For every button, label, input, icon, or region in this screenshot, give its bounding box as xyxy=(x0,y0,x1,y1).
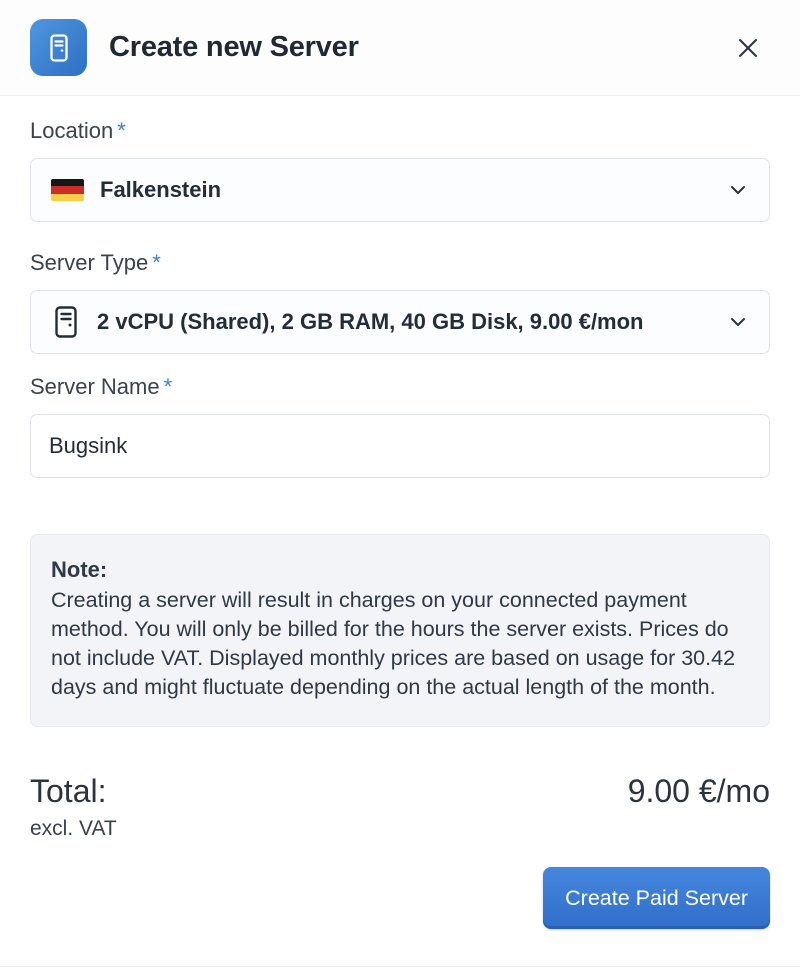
server-outline-icon xyxy=(51,303,81,341)
note-heading: Note: xyxy=(51,557,108,582)
location-select[interactable] xyxy=(30,158,770,222)
server-name-label: Server Name * xyxy=(30,374,173,399)
server-name-input[interactable] xyxy=(30,414,770,478)
modal-header xyxy=(0,0,800,96)
chevron-down-icon xyxy=(727,311,749,333)
location-value: Falkenstein xyxy=(100,177,222,202)
actions-row xyxy=(30,867,770,929)
flag-stripe-gold xyxy=(51,194,84,201)
total-block xyxy=(30,773,117,841)
modal-title: Create new Server xyxy=(109,31,359,63)
server-type-label: Server Type * xyxy=(30,250,161,275)
flag-stripe-black xyxy=(51,179,84,186)
modal-body xyxy=(0,96,800,968)
server-icon xyxy=(30,19,87,76)
location-label: Location * xyxy=(30,118,126,143)
germany-flag-icon xyxy=(51,179,84,201)
total-value: 9.00 €/mo xyxy=(627,773,770,809)
required-marker: * xyxy=(163,374,173,399)
summary-row xyxy=(30,773,770,841)
note-box xyxy=(30,534,770,727)
required-marker: * xyxy=(117,118,126,143)
chevron-down-icon xyxy=(727,179,749,201)
create-paid-server-button[interactable]: Create Paid Server xyxy=(543,867,770,929)
vat-note: excl. VAT xyxy=(30,817,117,840)
server-type-select[interactable] xyxy=(30,290,770,354)
close-icon[interactable] xyxy=(726,26,770,70)
note-body: Creating a server will result in charges on your connected payment method. You will only be billed for the hours the server exists. Prices do not include VAT. Displayed monthly prices are based on usage for 30.42 days and might fluctuate depending on the actual length of the month. xyxy=(51,588,736,699)
flag-stripe-red xyxy=(51,186,84,193)
total-label: Total: xyxy=(30,773,107,809)
required-marker: * xyxy=(152,250,161,275)
bottom-divider xyxy=(0,966,800,967)
server-type-value: 2 vCPU (Shared), 2 GB RAM, 40 GB Disk, 9.00 €/mon xyxy=(97,309,644,334)
